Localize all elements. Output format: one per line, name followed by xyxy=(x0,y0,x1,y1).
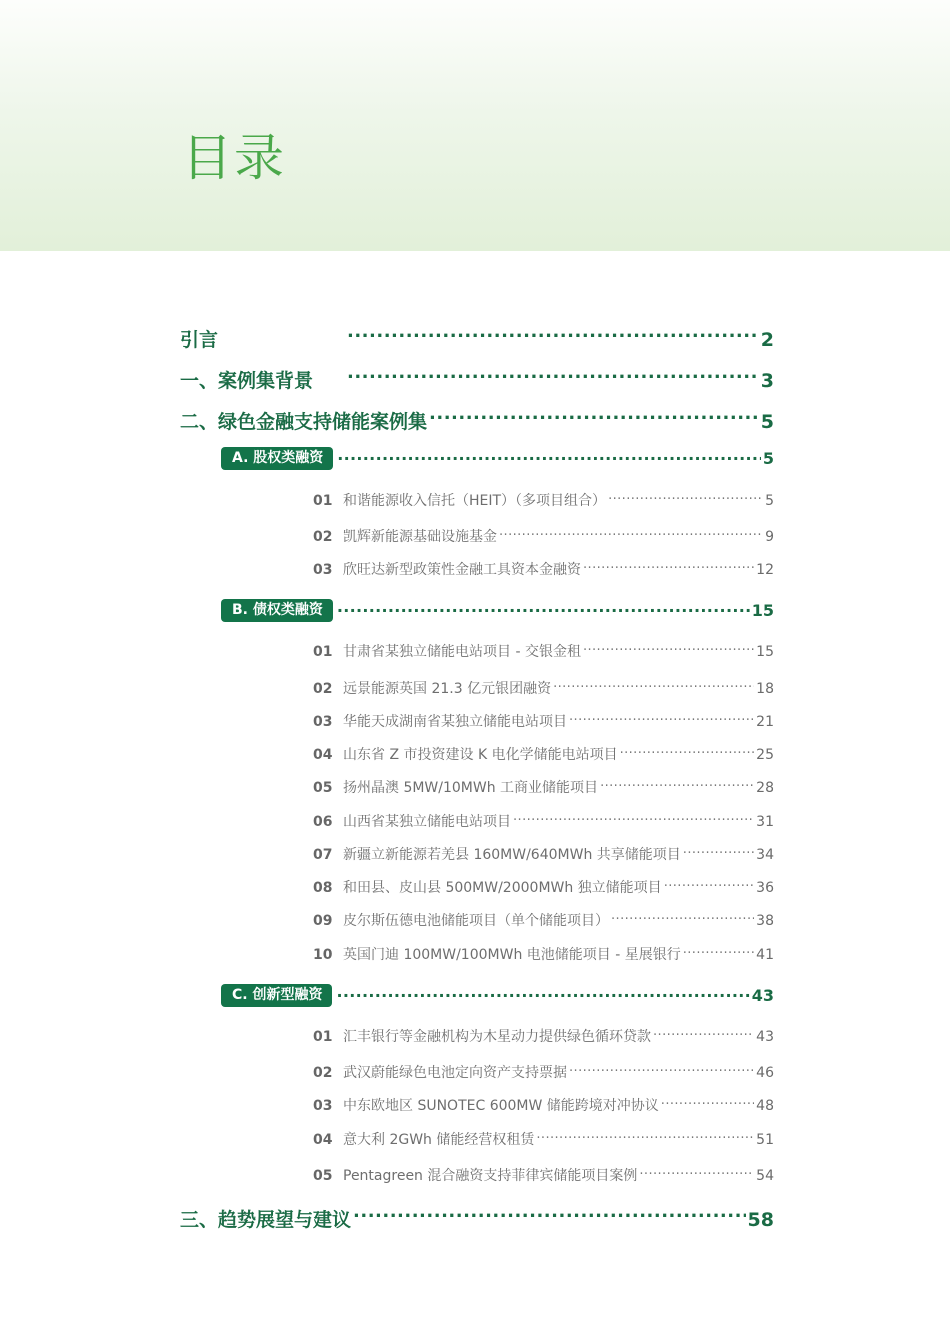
page-title: 目录 xyxy=(182,129,286,187)
section-badge: A. 股权类融资 xyxy=(221,447,333,470)
dot-leader xyxy=(583,560,754,574)
toc-item[interactable] xyxy=(313,777,774,797)
dot-leader xyxy=(569,1063,754,1077)
toc-page-number: 5 xyxy=(762,449,774,468)
item-label: 欣旺达新型政策性金融工具资本金融资 xyxy=(343,562,581,578)
item-page-number: 12 xyxy=(756,562,774,578)
dot-leader xyxy=(337,451,761,467)
item-number: 07 xyxy=(313,847,333,863)
item-page-number: 5 xyxy=(765,493,774,509)
item-label: 山东省 Z 市投资建设 K 电化学储能电站项目 xyxy=(343,747,618,763)
toc-item[interactable] xyxy=(313,944,774,964)
dot-leader xyxy=(553,679,754,693)
toc-entry-part3[interactable] xyxy=(180,1205,774,1232)
toc-item[interactable] xyxy=(313,678,774,698)
toc-page-number: 43 xyxy=(751,986,774,1005)
toc-item[interactable] xyxy=(313,1062,774,1082)
dot-leader xyxy=(347,368,759,387)
dot-leader xyxy=(620,745,755,759)
dot-leader xyxy=(583,642,754,656)
item-page-number: 41 xyxy=(756,947,774,963)
item-label: 汇丰银行等金融机构为木星动力提供绿色循环贷款 xyxy=(343,1029,651,1045)
item-label: 中东欧地区 SUNOTEC 600MW 储能跨境对冲协议 xyxy=(343,1098,659,1114)
dot-leader xyxy=(611,911,754,925)
item-number: 02 xyxy=(313,1065,333,1081)
item-label: 凯辉新能源基础设施基金 xyxy=(343,529,497,545)
item-page-number: 9 xyxy=(765,529,774,545)
section-badge: C. 创新型融资 xyxy=(221,984,332,1007)
item-label: 意大利 2GWh 储能经营权租赁 xyxy=(343,1132,535,1148)
item-page-number: 21 xyxy=(756,714,774,730)
toc-entry-intro[interactable] xyxy=(180,325,774,352)
dot-leader xyxy=(336,988,749,1004)
toc-item[interactable] xyxy=(313,910,774,930)
item-page-number: 51 xyxy=(756,1132,774,1148)
toc-entry-part1[interactable] xyxy=(180,366,774,393)
dot-leader xyxy=(499,527,763,541)
dot-leader xyxy=(337,603,750,619)
dot-leader xyxy=(600,778,754,792)
item-page-number: 48 xyxy=(756,1098,774,1114)
section-badge: B. 债权类融资 xyxy=(221,599,333,622)
item-page-number: 25 xyxy=(756,747,774,763)
item-label: 英国门迪 100MW/100MWh 电池储能项目 - 星展银行 xyxy=(343,947,681,963)
toc-item[interactable] xyxy=(313,1026,774,1046)
item-page-number: 46 xyxy=(756,1065,774,1081)
item-number: 03 xyxy=(313,1098,333,1114)
item-page-number: 28 xyxy=(756,780,774,796)
item-page-number: 43 xyxy=(756,1029,774,1045)
item-page-number: 36 xyxy=(756,880,774,896)
toc-label: 三、趋势展望与建议 xyxy=(180,1209,352,1231)
dot-leader xyxy=(429,409,759,428)
item-number: 01 xyxy=(313,493,333,509)
toc-section-a[interactable] xyxy=(221,447,774,470)
dot-leader xyxy=(569,712,754,726)
item-number: 08 xyxy=(313,880,333,896)
item-label: 扬州晶澳 5MW/10MWh 工商业储能项目 xyxy=(343,780,599,796)
toc-item[interactable] xyxy=(313,1095,774,1115)
toc-item[interactable] xyxy=(313,641,774,661)
item-page-number: 31 xyxy=(756,814,774,830)
item-number: 04 xyxy=(313,747,333,763)
item-number: 03 xyxy=(313,562,333,578)
dot-leader xyxy=(536,1130,754,1144)
toc-item[interactable] xyxy=(313,877,774,897)
dot-leader xyxy=(353,1207,746,1226)
item-label: Pentagreen 混合融资支持菲律宾储能项目案例 xyxy=(343,1168,638,1184)
item-number: 09 xyxy=(313,913,333,929)
dot-leader xyxy=(608,491,763,505)
dot-leader xyxy=(347,327,759,346)
item-number: 04 xyxy=(313,1132,333,1148)
item-label: 华能天成湖南省某独立储能电站项目 xyxy=(343,714,567,730)
dot-leader xyxy=(513,812,754,826)
toc-item[interactable] xyxy=(313,526,774,546)
toc-entry-part2[interactable] xyxy=(180,407,774,434)
item-number: 06 xyxy=(313,814,333,830)
item-label: 皮尔斯伍德电池储能项目（单个储能项目） xyxy=(343,913,609,929)
item-number: 05 xyxy=(313,780,333,796)
item-page-number: 38 xyxy=(756,913,774,929)
toc-page-number: 2 xyxy=(760,329,774,351)
item-page-number: 15 xyxy=(756,644,774,660)
toc-section-b[interactable] xyxy=(221,599,774,622)
item-label: 甘肃省某独立储能电站项目 - 交银金租 xyxy=(343,644,581,660)
item-label: 远景能源英国 21.3 亿元银团融资 xyxy=(343,681,552,697)
toc-item[interactable] xyxy=(313,559,774,579)
item-label: 新疆立新能源若羌县 160MW/640MWh 共享储能项目 xyxy=(343,847,681,863)
item-number: 05 xyxy=(313,1168,333,1184)
item-label: 武汉蔚能绿色电池定向资产支持票据 xyxy=(343,1065,567,1081)
dot-leader xyxy=(639,1166,754,1180)
toc-item[interactable] xyxy=(313,1129,774,1149)
toc-page-number: 15 xyxy=(751,601,774,620)
dot-leader xyxy=(683,945,754,959)
item-number: 02 xyxy=(313,529,333,545)
toc-label: 引言 xyxy=(180,329,219,351)
item-page-number: 18 xyxy=(756,681,774,697)
toc-page-number: 58 xyxy=(747,1209,774,1231)
toc-item[interactable] xyxy=(313,744,774,764)
toc-item[interactable] xyxy=(313,490,774,510)
item-number: 02 xyxy=(313,681,333,697)
toc-page-number: 5 xyxy=(760,411,774,433)
item-number: 01 xyxy=(313,1029,333,1045)
toc-item[interactable] xyxy=(313,1165,774,1185)
dot-leader xyxy=(661,1096,754,1110)
toc-item[interactable] xyxy=(313,844,774,864)
toc-item[interactable] xyxy=(313,811,774,831)
toc-label: 二、绿色金融支持储能案例集 xyxy=(180,411,428,433)
dot-leader xyxy=(683,845,754,859)
item-label: 和谐能源收入信托（HEIT）（多项目组合） xyxy=(343,493,607,509)
header-band xyxy=(0,0,950,251)
toc-item[interactable] xyxy=(313,711,774,731)
item-label: 和田县、皮山县 500MW/2000MWh 独立储能项目 xyxy=(343,880,662,896)
item-number: 03 xyxy=(313,714,333,730)
toc-label: 一、案例集背景 xyxy=(180,370,314,392)
item-label: 山西省某独立储能电站项目 xyxy=(343,814,511,830)
toc-section-c[interactable] xyxy=(221,984,774,1007)
item-page-number: 54 xyxy=(756,1168,774,1184)
toc-page-number: 3 xyxy=(760,370,774,392)
item-page-number: 34 xyxy=(756,847,774,863)
item-number: 10 xyxy=(313,947,333,963)
dot-leader xyxy=(653,1027,754,1041)
item-number: 01 xyxy=(313,644,333,660)
dot-leader xyxy=(664,878,754,892)
